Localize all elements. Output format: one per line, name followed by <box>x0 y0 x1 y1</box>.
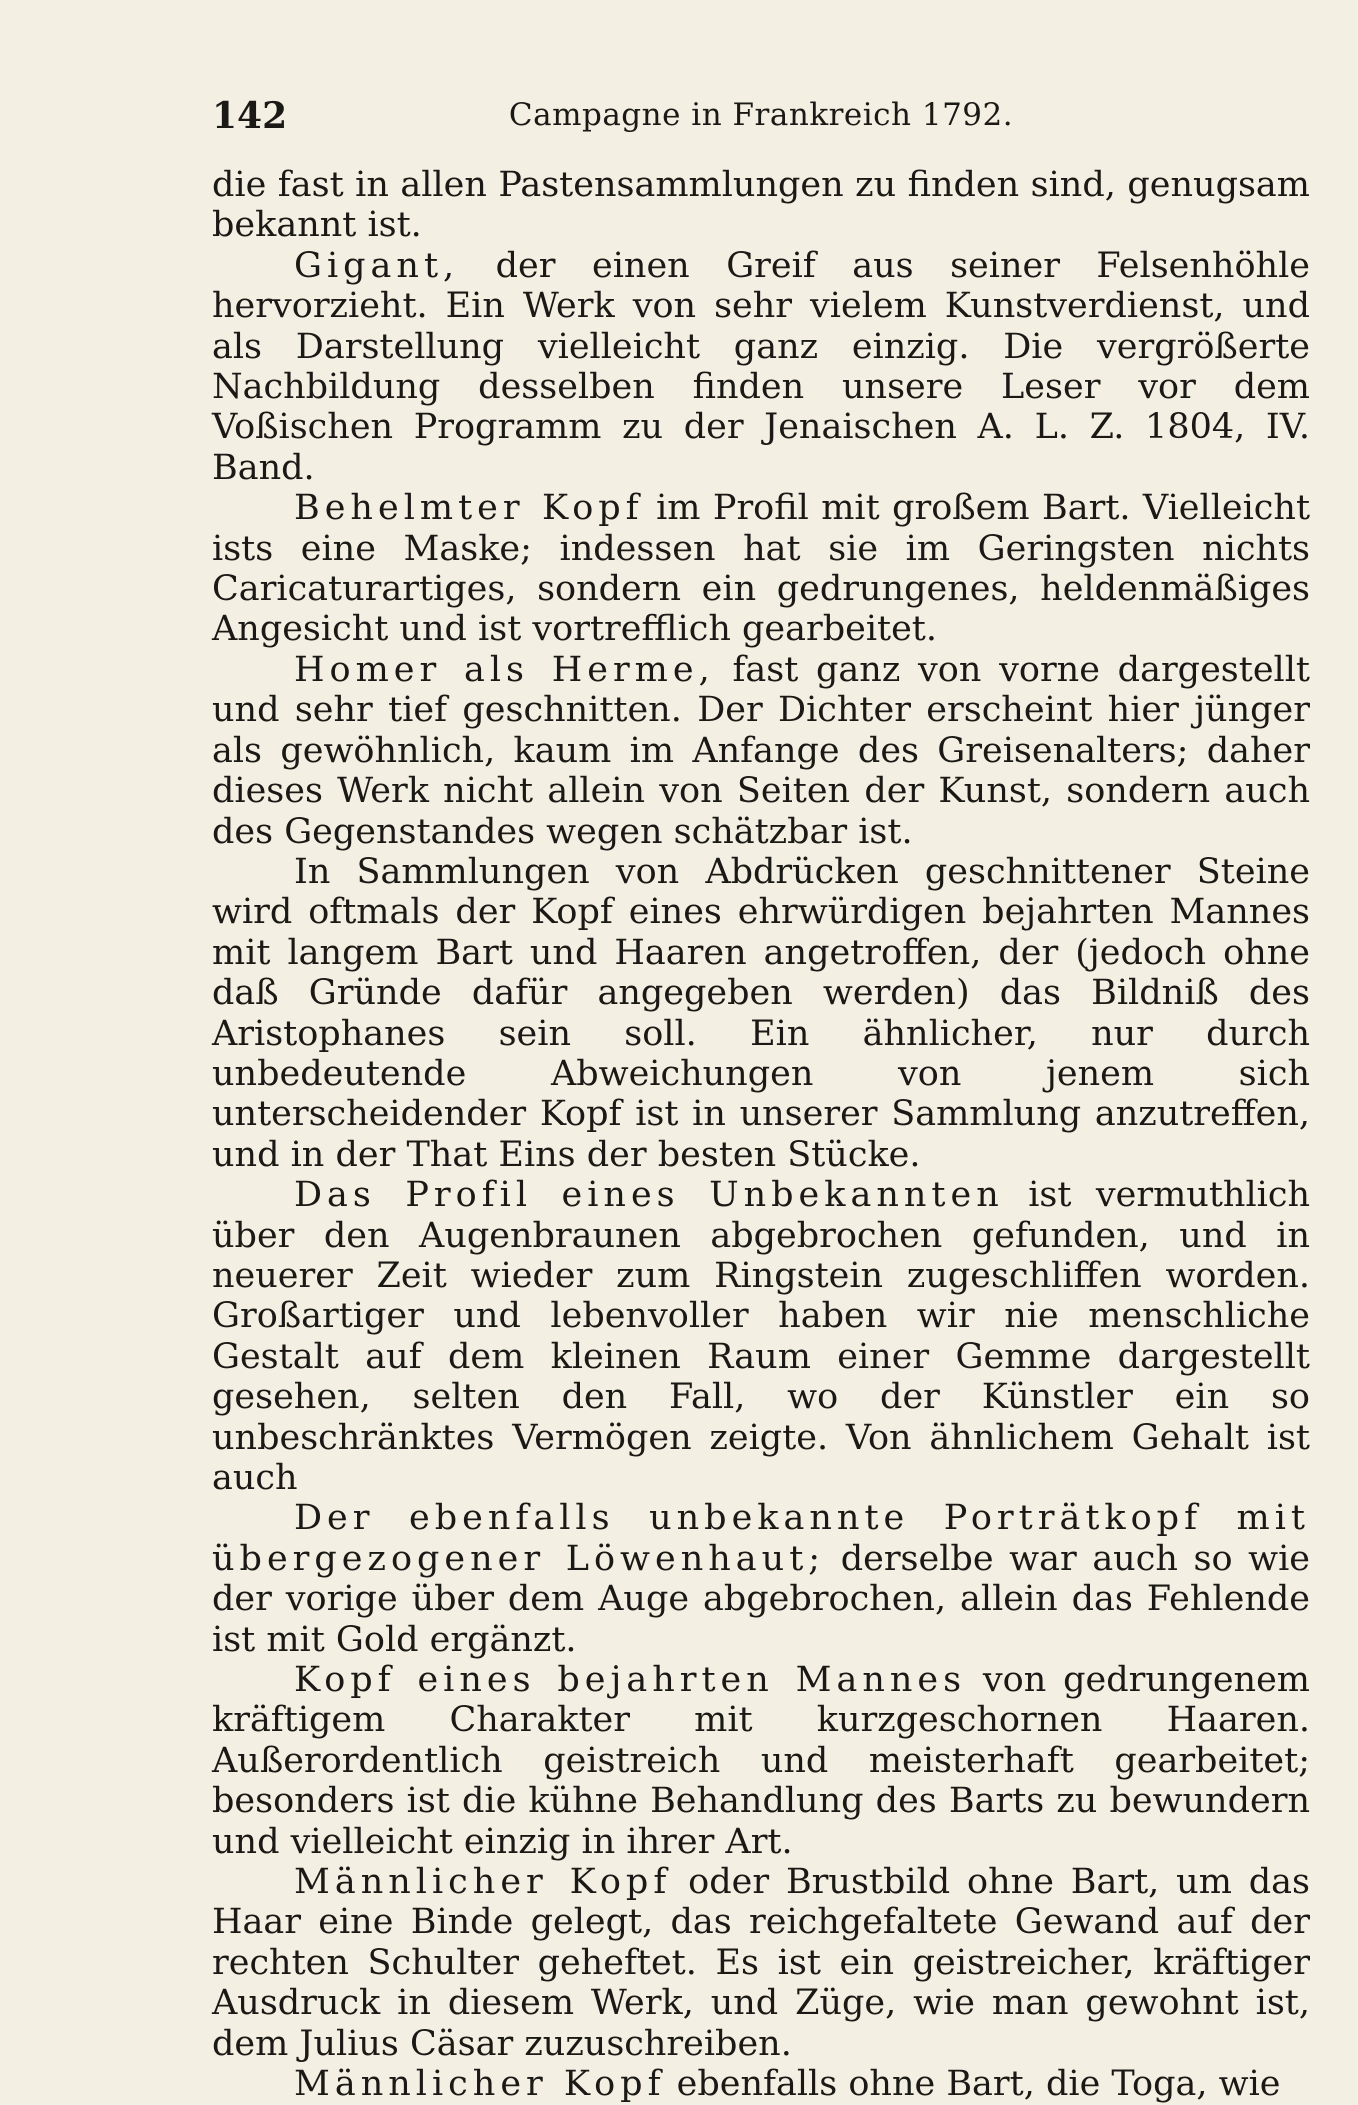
spaced-heading: Homer als Herme, <box>294 649 715 690</box>
spaced-heading: Männlicher Kopf <box>294 1862 672 1903</box>
paragraph-text: oder Brustbild ohne Bart, um das Haar eine Binde gelegt, das reichgefaltete Gewand auf der rechten Schulter geheftet. Es ist ein geistreicher, kräftiger Ausdruck in diesem Werk, und Züge, wie man gewohnt ist, dem Julius Cäsar zuzuschreiben. <box>212 1862 1310 2064</box>
paragraph-text: der einen Greif aus seiner Felsenhöhle hervorzieht. Ein Werk von sehr vielem Kunstverdienst, und als Darstellung vielleicht ganz einzig. Die vergrößerte Nachbildung desselben finden unsere Leser vor dem Voßischen Programm zu der Jenaischen A. L. Z. 1804, IV. Band. <box>212 245 1310 488</box>
paragraph <box>212 1862 1310 2064</box>
paragraph <box>212 1175 1310 1498</box>
paragraph <box>212 488 1310 650</box>
spaced-heading: Männlicher Kopf <box>294 2064 666 2105</box>
spaced-heading: Kopf eines bejahrten Mannes <box>294 1660 967 1701</box>
spaced-heading: Behelmter Kopf <box>294 488 644 529</box>
paragraph <box>212 246 1310 488</box>
paragraph-text: derselbe war auch so wie der vorige über dem Auge abgebrochen, allein das Fehlende ist mit Gold ergänzt. <box>212 1538 1310 1660</box>
paragraph-text: ist vermuthlich über den Augenbraunen abgebrochen gefunden, und in neuerer Zeit wieder zum Ringstein zugeschliffen worden. Großartiger und lebenvoller haben wir nie menschliche Gestalt auf dem kleinen Raum einer Gemme dargestellt gesehen, selten den Fall, wo der Künstler ein so unbeschränktes Vermögen zeigte. Von ähnlichem Gehalt ist auch <box>212 1175 1310 1498</box>
paragraph <box>212 2064 1310 2104</box>
paragraph-text: von gedrungenem kräftigem Charakter mit kurzgeschornen Haaren. Außerordentlich geistreich und meisterhaft gearbeitet; besonders ist die kühne Behandlung des Barts zu bewundern und vielleicht einzig in ihrer Art. <box>212 1660 1310 1862</box>
paragraph-text: ebenfalls ohne Bart, die Toga, wie <box>676 2064 1281 2105</box>
paragraph <box>212 165 1310 246</box>
spaced-heading: Gigant, <box>294 245 460 286</box>
paragraph <box>212 1660 1310 1862</box>
paragraph <box>212 650 1310 852</box>
running-title: Campagne in Frankreich 1792. <box>508 97 1014 133</box>
paragraph <box>212 1498 1310 1660</box>
spaced-heading: Das Profil eines Unbekannten <box>294 1175 1004 1216</box>
paragraph-text: im Profil mit großem Bart. Vielleicht ists eine Maske; indessen hat sie im Geringsten nichts Caricaturartiges, sondern ein gedrungenes, heldenmäßiges Angesicht und ist vortrefflich gearbeitet. <box>212 488 1311 650</box>
spaced-heading: Der ebenfalls unbekannte Porträtkopf mit übergezogener Löwenhaut; <box>212 1498 1310 1579</box>
page-header <box>212 95 1310 143</box>
body-text <box>212 165 1310 2105</box>
page-number: 142 <box>212 95 288 137</box>
paragraph-text: fast ganz von vorne dargestellt und sehr tief geschnitten. Der Dichter erscheint hier jünger als gewöhnlich, kaum im Anfange des Greisenalters; daher dieses Werk nicht allein von Seiten der Kunst, sondern auch des Gegenstandes wegen schätzbar ist. <box>212 649 1310 852</box>
paragraph <box>212 852 1310 1175</box>
paragraph-text: In Sammlungen von Abdrücken geschnittener Steine wird oftmals der Kopf eines ehrwürdigen bejahrten Mannes mit langem Bart und Haaren angetroffen, der (jedoch ohne daß Gründe dafür angegeben werden) das Bildniß des Aristophanes sein soll. Ein ähnlicher, nur durch unbedeutende Abweichungen von jenem sich unterscheidender Kopf ist in unserer Sammlung anzutreffen, und in der That Eins der besten Stücke. <box>212 851 1310 1175</box>
paragraph-text: die fast in allen Pastensammlungen zu finden sind, genugsam bekannt ist. <box>212 165 1310 246</box>
